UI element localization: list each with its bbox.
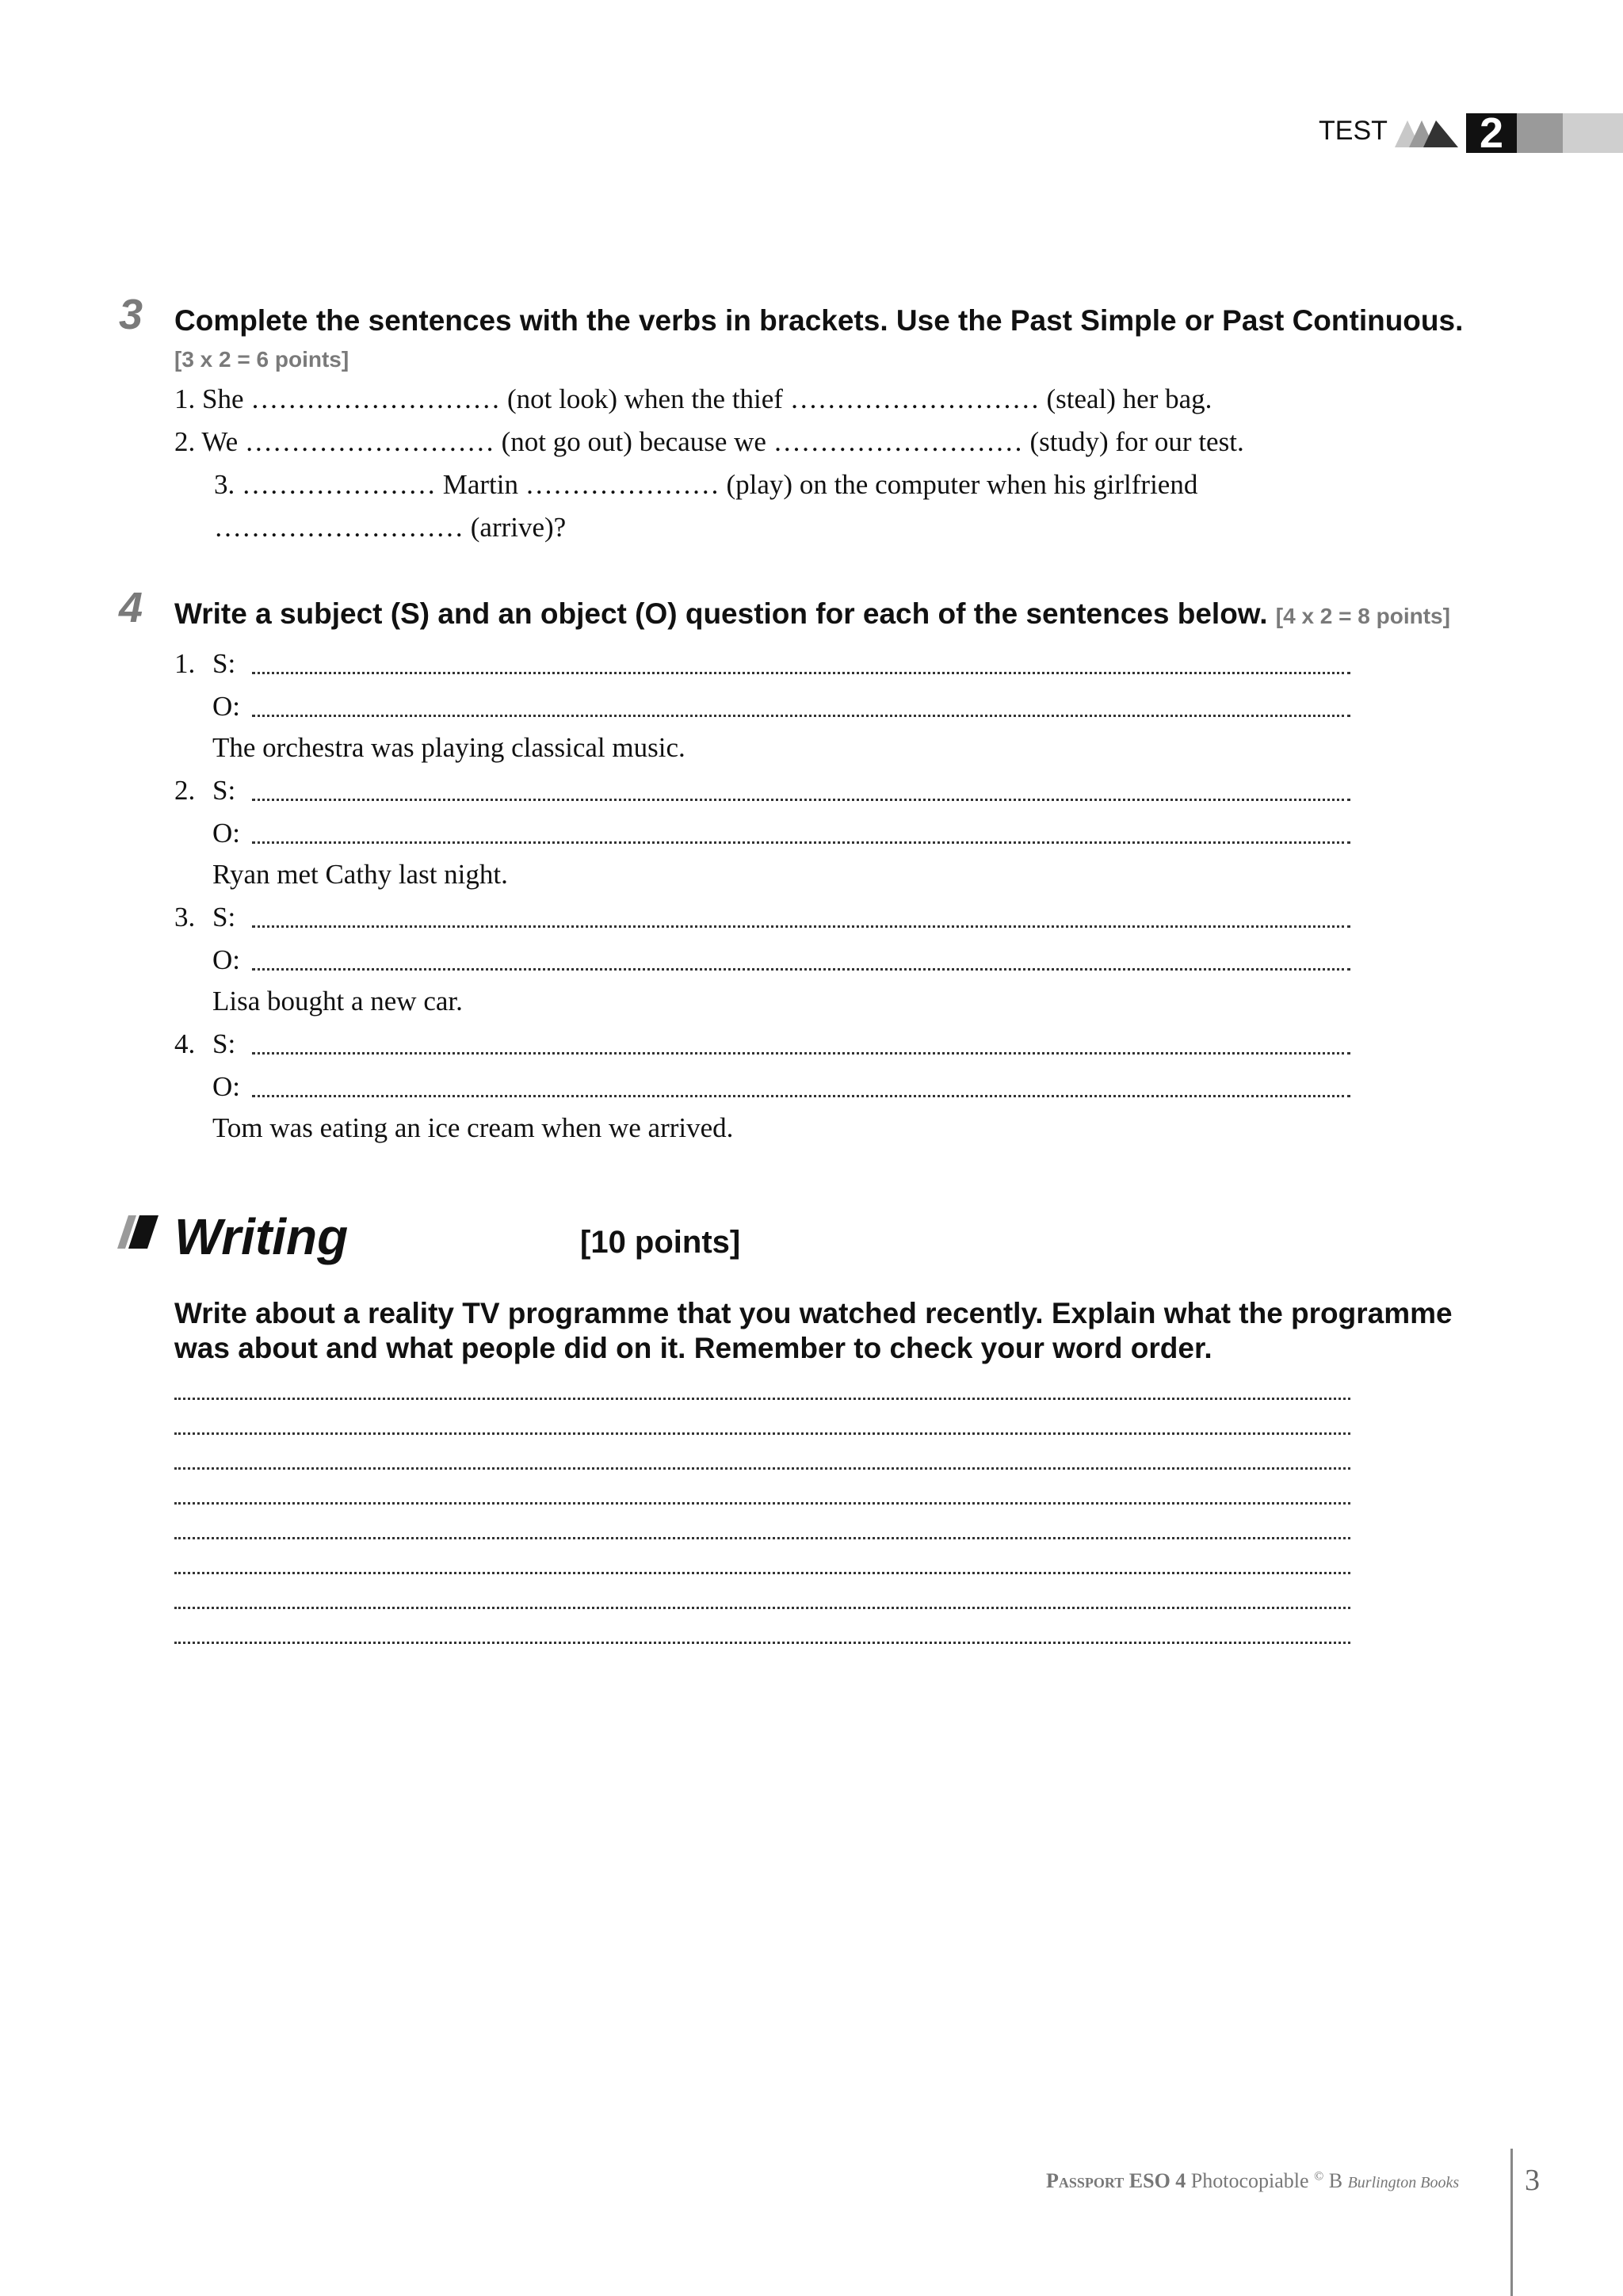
source-sentence: Lisa bought a new car. xyxy=(212,986,463,1016)
subject-label: S: xyxy=(212,902,236,933)
item-number: 1. xyxy=(174,648,196,679)
object-label: O: xyxy=(212,944,240,975)
test-label: TEST xyxy=(1319,116,1388,146)
exercise-item: 3. ………………… Martin ………………… (play) on the computer when his girlfriend xyxy=(214,469,1198,500)
writing-answer-line[interactable] xyxy=(174,1467,1350,1470)
footer-publisher: Burlington Books xyxy=(1347,2174,1460,2191)
exercise-points: [4 x 2 = 8 points] xyxy=(1275,604,1450,628)
exercise-number: 4 xyxy=(119,584,143,631)
page-number: 3 xyxy=(1525,2164,1540,2197)
subject-label: S: xyxy=(212,775,236,806)
copyright-symbol: © xyxy=(1314,2169,1324,2183)
answer-line[interactable] xyxy=(252,1052,1350,1055)
header-bar xyxy=(1563,113,1623,153)
item-number: 4. xyxy=(174,1028,196,1059)
source-sentence: Ryan met Cathy last night. xyxy=(212,859,508,890)
writing-answer-line[interactable] xyxy=(174,1502,1350,1505)
item-number: 2. xyxy=(174,775,196,806)
exercise-number: 3 xyxy=(119,291,143,338)
test-number: 2 xyxy=(1466,113,1517,153)
answer-line[interactable] xyxy=(252,799,1350,801)
section-points: [10 points] xyxy=(580,1225,741,1260)
answer-line[interactable] xyxy=(252,968,1350,971)
publisher-logo: B xyxy=(1328,2169,1343,2192)
source-sentence: The orchestra was playing classical music. xyxy=(212,732,685,763)
item-number: 3. xyxy=(174,902,196,933)
object-label: O: xyxy=(212,691,240,722)
answer-line[interactable] xyxy=(252,672,1350,674)
object-label: O: xyxy=(212,818,240,849)
mountains-icon xyxy=(1395,117,1458,147)
exercise-points: [3 x 2 = 6 points] xyxy=(174,347,349,372)
exercise-title: Complete the sentences with the verbs in brackets. Use the Past Simple or Past Continuous. xyxy=(174,304,1464,337)
writing-answer-line[interactable] xyxy=(174,1607,1350,1609)
exercise-item: ……………………… (arrive)? xyxy=(214,512,567,543)
footer-photocopiable: Photocopiable xyxy=(1190,2169,1309,2192)
footer-series: Passport ESO 4 xyxy=(1046,2169,1186,2192)
subject-label: S: xyxy=(212,1028,236,1059)
writing-answer-line[interactable] xyxy=(174,1432,1350,1435)
writing-instruction: Write about a reality TV programme that you watched recently. Explain what the programme was about and what people did on it. Remember to check your word order. xyxy=(174,1297,1453,1364)
writing-section-icon xyxy=(117,1215,158,1249)
section-title: Writing xyxy=(174,1208,349,1265)
source-sentence: Tom was eating an ice cream when we arrived. xyxy=(212,1112,734,1143)
header-bar xyxy=(1517,113,1563,153)
writing-answer-line[interactable] xyxy=(174,1572,1350,1574)
exercise-title xyxy=(174,597,1450,631)
exercise-title-text: Write a subject (S) and an object (O) question for each of the sentences below. xyxy=(174,597,1268,630)
writing-answer-line[interactable] xyxy=(174,1537,1350,1539)
answer-line[interactable] xyxy=(252,925,1350,928)
footer xyxy=(1046,2169,1459,2193)
subject-label: S: xyxy=(212,648,236,679)
writing-answer-line[interactable] xyxy=(174,1642,1350,1644)
answer-line[interactable] xyxy=(252,1095,1350,1097)
writing-answer-line[interactable] xyxy=(174,1398,1350,1400)
object-label: O: xyxy=(212,1071,240,1102)
footer-divider xyxy=(1510,2149,1513,2296)
answer-line[interactable] xyxy=(252,715,1350,717)
exercise-item: 1. She ……………………… (not look) when the thief ……………………… (steal) her bag. xyxy=(174,383,1212,414)
exercise-item: 2. We ……………………… (not go out) because we ……………………… (study) for our test. xyxy=(174,426,1244,457)
answer-line[interactable] xyxy=(252,841,1350,844)
